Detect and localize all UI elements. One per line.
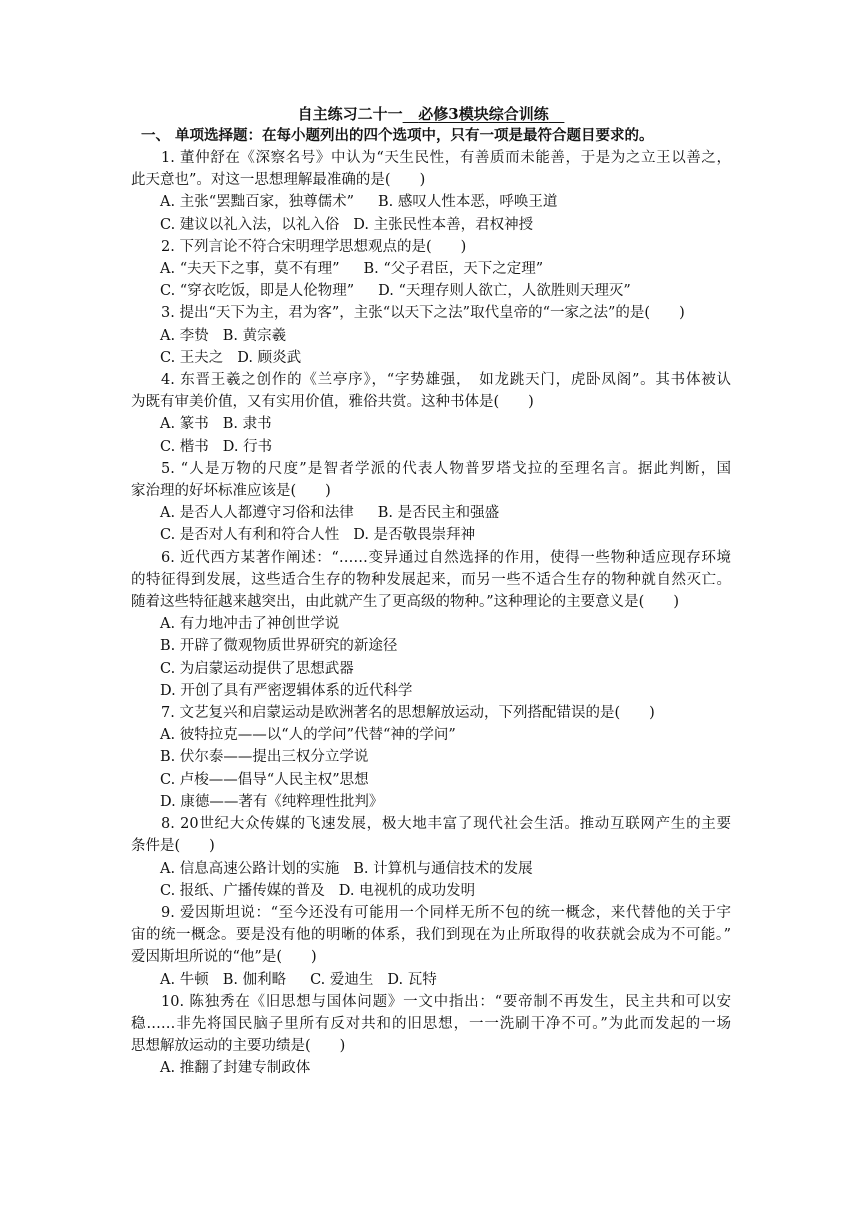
q6-stem-line-3: 随着这些特征越来越突出，由此就产生了更高级的物种。”这种理论的主要意义是( ) (131, 594, 679, 611)
q3-option-a: A. 李贽 (160, 327, 209, 344)
q3-option-c: C. 王夫之 (160, 349, 224, 366)
q2-option-d: D. “天理存则人欲亡，人欲胜则天理灭” (378, 283, 631, 300)
q5-option-a: A. 是否人人都遵守习俗和法律 (160, 505, 354, 522)
q5-stem-line-1: 5. “人是万物的尺度”是智者学派的代表人物普罗塔戈拉的至理名言。据此判断，国 (161, 460, 731, 477)
q2-option-a: A. “夫天下之事，莫不有理” (160, 261, 340, 278)
q9-stem-line-2: 宙的统一概念。要是没有他的明晰的体系，我们到现在为止所取得的收获就会成为不可能。” (131, 927, 731, 944)
q4-options-row-2 (131, 436, 731, 458)
q4-option-d: D. 行书 (222, 438, 273, 455)
q2-option-b: B. “父子君臣，天下之定理” (363, 261, 544, 278)
q6-option-c: C. 为启蒙运动提供了思想武器 (160, 660, 354, 677)
q4-option-b: B. 隶书 (222, 416, 272, 433)
q8-option-c: C. 报纸、广播传媒的普及 (160, 882, 325, 899)
q8-options-row-2 (131, 880, 731, 902)
q4-stem-line-1: 4. 东晋王羲之创作的《兰亭序》，“字势雄强， 如龙跳天门，虎卧凤阁”。其书体被认 (161, 372, 731, 389)
q7-option-b: B. 伏尔泰——提出三权分立学说 (160, 749, 369, 766)
q2-option-c: C. “穿衣吃饭，即是人伦物理” (160, 283, 355, 300)
q3-options-row-2 (131, 347, 731, 369)
q4-option-c: C. 楷书 (160, 438, 209, 455)
q6-stem-line-1: 6. 近代西方某著作阐述：“……变异通过自然选择的作用，使得一些物种适应现存环境 (161, 549, 731, 566)
q1-option-a: A. 主张“罢黜百家，独尊儒术” (160, 194, 355, 211)
exercise-content (131, 103, 731, 1080)
q4-option-a: A. 篆书 (160, 416, 209, 433)
q10-stem-line-1: 10. 陈独秀在《旧思想与国体问题》一文中指出：“要帝制不再发生，民主共和可以安 (161, 993, 731, 1010)
q1-options-row-2 (131, 214, 731, 236)
q5-option-c: C. 是否对人有利和符合人性 (160, 527, 340, 544)
q2-options-row-1 (131, 258, 731, 280)
q3-option-d: D. 顾炎武 (237, 349, 302, 366)
q5-option-b: B. 是否民主和强盛 (377, 505, 500, 522)
q2-stem-line-1: 2. 下列言论不符合宋明理学思想观点的是( ) (161, 238, 467, 255)
q10-stem-line-3: 思想解放运动的主要功绩是( ) (131, 1038, 346, 1055)
title-suffix: 必修3模块综合训练 (418, 105, 549, 123)
q8-options-row-1 (131, 858, 731, 880)
q1-option-d: D. 主张民性本善，君权神授 (353, 216, 534, 233)
q3-options-row-1 (131, 325, 731, 347)
q2-options-row-2 (131, 280, 731, 302)
q3-option-b: B. 黄宗羲 (222, 327, 287, 344)
q3-stem-line-1: 3. 提出“天下为主，君为客”，主张“以天下之法”取代皇帝的“一家之法”的是( ) (161, 305, 685, 322)
q4-stem-line-2: 为既有审美价值，又有实用价值，雅俗共赏。这种书体是( ) (131, 394, 534, 411)
q6-option-a: A. 有力地冲击了神创世学说 (160, 616, 340, 633)
q5-stem-line-2: 家治理的好坏标准应该是( ) (131, 483, 331, 500)
q1-option-c: C. 建议以礼入法，以礼入俗 (160, 216, 340, 233)
q8-stem-line-1: 8. 20世纪大众传媒的飞速发展，极大地丰富了现代社会生活。推动互联网产生的主要 (161, 816, 731, 833)
q9-option-d: D. 瓦特 (387, 971, 437, 988)
q6-option-d: D. 开创了具有严密逻辑体系的近代科学 (160, 682, 413, 699)
q7-option-c: C. 卢梭——倡导“人民主权”思想 (160, 771, 369, 788)
q8-option-d: D. 电视机的成功发明 (338, 882, 476, 899)
q8-option-b: B. 计算机与通信技术的发展 (353, 860, 533, 877)
q7-option-d: D. 康德——著有《纯粹理性批判》 (160, 793, 384, 810)
q9-stem-line-3: 爱因斯坦所说的“他”是( ) (131, 949, 317, 966)
q10-option-a: A. 推翻了封建专制政体 (160, 1060, 311, 1077)
q5-options-row-1 (131, 502, 731, 524)
q8-option-a: A. 信息高速公路计划的实施 (160, 860, 340, 877)
q9-option-b: B. 伽利略 (222, 971, 287, 988)
q5-option-d: D. 是否敬畏崇拜神 (353, 527, 476, 544)
q1-stem-line-2: 此天意也”。对这一思想理解最准确的是( ) (131, 172, 426, 189)
q6-stem-line-2: 的特征得到发展，这些适合生存的物种发展起来，而另一些不适合生存的物种就自然灭亡。 (131, 571, 731, 588)
q1-options-row-1 (131, 191, 731, 213)
q9-option-c: C. 爱迪生 (310, 971, 374, 988)
title-prefix: 自主练习二十一 (297, 105, 403, 123)
q4-options-row-1 (131, 413, 731, 435)
q10-stem-line-2: 稳……非先将国民脑子里所有反对共和的旧思想，一一洗刷干净不可。”为此而发起的一场 (131, 1015, 731, 1032)
q6-option-b: B. 开辟了微观物质世界研究的新途径 (160, 638, 398, 655)
exercise-title (131, 103, 731, 125)
q1-stem-line-1: 1. 董仲舒在《深察名号》中认为“天生民性，有善质而未能善，于是为之立王以善之， (161, 150, 731, 166)
q9-stem-line-1: 9. 爱因斯坦说：“至今还没有可能用一个同样无所不包的统一概念，来代替他的关于宇 (161, 904, 731, 921)
q1-option-b: B. 感叹人性本恶，呼唤王道 (378, 194, 558, 211)
q7-option-a: A. 彼特拉克——以“人的学问”代替“神的学问” (160, 727, 456, 744)
q9-option-a: A. 牛顿 (160, 971, 209, 988)
q9-options-row (131, 969, 731, 991)
q8-stem-line-2: 条件是( ) (131, 838, 215, 855)
q5-options-row-2 (131, 524, 731, 546)
section-heading: 一、 单项选择题：在每小题列出的四个选项中，只有一项是最符合题目要求的。 (141, 127, 654, 144)
q7-stem-line-1: 7. 文艺复兴和启蒙运动是欧洲著名的思想解放运动，下列搭配错误的是( ) (161, 705, 655, 722)
